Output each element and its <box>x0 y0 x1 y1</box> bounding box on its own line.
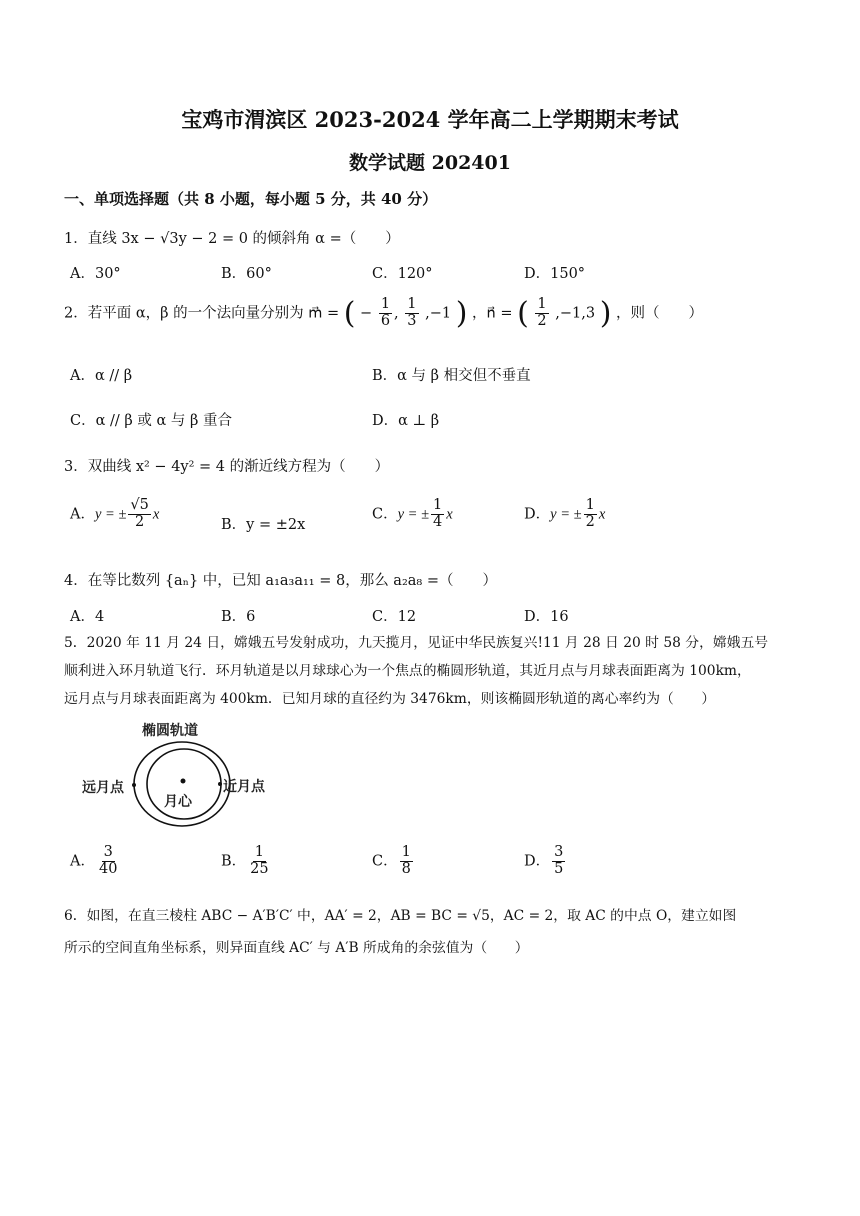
section-heading: 一、单项选择题（共 8 小题，每小题 5 分，共 40 分） <box>64 190 438 208</box>
q3-option-d: D．y = ± $\frac{1}{2}$ x <box>524 497 606 530</box>
vec-m-sign: − <box>360 305 373 322</box>
near-point-label: 近月点 <box>223 779 265 795</box>
q1-option-c: C．120° <box>372 266 433 282</box>
vec-m-tail: ,−1 <box>425 305 452 322</box>
orbit-ellipse <box>134 742 230 826</box>
question-5-line-3: 远月点与月球表面距离为 400km．已知月球的直径约为 3476km，则该椭圆形轨道的离心率约为（ ） <box>64 691 716 707</box>
question-1-stem: 1．直线 3x − √3y − 2 = 0 的倾斜角 α =（ ） <box>64 231 400 247</box>
q5-option-c: C． $\frac{1}{8}$ <box>372 844 411 877</box>
q3-option-c: C．y = ± $\frac{1}{4}$ x <box>372 497 453 530</box>
near-point-dot <box>218 782 222 786</box>
fraction: $\frac{1}{3}$ <box>407 296 417 329</box>
orbit-label: 椭圆轨道 <box>142 723 198 739</box>
q3-option-b: B．y = ±2x <box>221 517 306 533</box>
q2-option-c: C．α // β 或 α 与 β 重合 <box>70 413 232 429</box>
exam-title: 宝鸡市渭滨区 2023-2024 学年高二上学期期末考试 <box>181 107 679 132</box>
q5-option-b: B． $\frac{1}{25}$ <box>221 844 269 877</box>
question-2-stem: 2．若平面 α，β 的一个法向量分别为 m⃗ = ( − $\frac{1}{6}$ , $\frac{1}{3}$ ,−1 ) ，n⃗ = ( $\frac{1}{2}$ ,−1,3 ) ，则（ ） <box>64 296 704 331</box>
question-5-line-1: 5．2020 年 11 月 24 日，嫦娥五号发射成功，九天揽月，见证中华民族复兴!11 月 28 日 20 时 58 分，嫦娥五号 <box>64 635 769 651</box>
paren-close: ) <box>599 296 612 331</box>
far-point-dot <box>132 783 136 787</box>
q4-option-c: C．12 <box>372 609 417 625</box>
lunar-orbit-figure <box>80 718 280 830</box>
question-6-line-2: 所示的空间直角坐标系，则异面直线 AC′ 与 A′B 所成角的余弦值为（ ） <box>64 940 529 956</box>
moon-center-label: 月心 <box>164 794 192 810</box>
q1-option-b: B．60° <box>221 266 272 282</box>
q4-option-d: D．16 <box>524 609 569 625</box>
q2-stem-part-a: 2．若平面 α，β 的一个法向量分别为 m⃗ = <box>64 305 340 322</box>
q2-stem-part-b: ，n⃗ = <box>472 305 513 322</box>
far-point-label: 远月点 <box>82 780 124 796</box>
q3-option-a: A．y = ± $\frac{√5}{2}$ x <box>70 497 160 530</box>
paren-close: ) <box>455 296 468 331</box>
question-5-line-2: 顺利进入环月轨道飞行．环月轨道是以月球球心为一个焦点的椭圆形轨道，其近月点与月球表面距离为 100km， <box>64 663 751 679</box>
question-4-stem: 4．在等比数列 {aₙ} 中，已知 a₁a₃a₁₁ = 8，那么 a₂a₈ =（ ） <box>64 573 497 589</box>
q2-option-b: B．α 与 β 相交但不垂直 <box>372 368 531 384</box>
q1-option-a: A．30° <box>70 266 121 282</box>
exam-subtitle: 数学试题 202401 <box>349 152 511 174</box>
paren-open: ( <box>343 296 356 331</box>
question-6-line-1: 6．如图，在直三棱柱 ABC − A′B′C′ 中，AA′ = 2，AB = BC = √5，AC = 2，取 AC 的中点 O，建立如图 <box>64 908 737 924</box>
question-3-stem: 3．双曲线 x² − 4y² = 4 的渐近线方程为（ ） <box>64 459 390 475</box>
q4-option-b: B．6 <box>221 609 256 625</box>
q1-option-d: D．150° <box>524 266 586 282</box>
paren-open: ( <box>517 296 529 331</box>
vec-n-tail: ,−1,3 <box>555 305 596 322</box>
q2-stem-part-c: ，则（ ） <box>616 305 704 322</box>
moon-center-dot <box>181 779 186 784</box>
q5-option-d: D． $\frac{3}{5}$ <box>524 844 564 877</box>
fraction: $\frac{1}{2}$ <box>537 296 547 329</box>
q2-option-d: D．α ⊥ β <box>372 413 440 429</box>
q2-option-a: A．α // β <box>70 368 133 384</box>
fraction: $\frac{1}{6}$ <box>380 296 391 329</box>
q4-option-a: A．4 <box>70 609 105 625</box>
q5-option-a: A． $\frac{3}{40}$ <box>70 844 118 877</box>
